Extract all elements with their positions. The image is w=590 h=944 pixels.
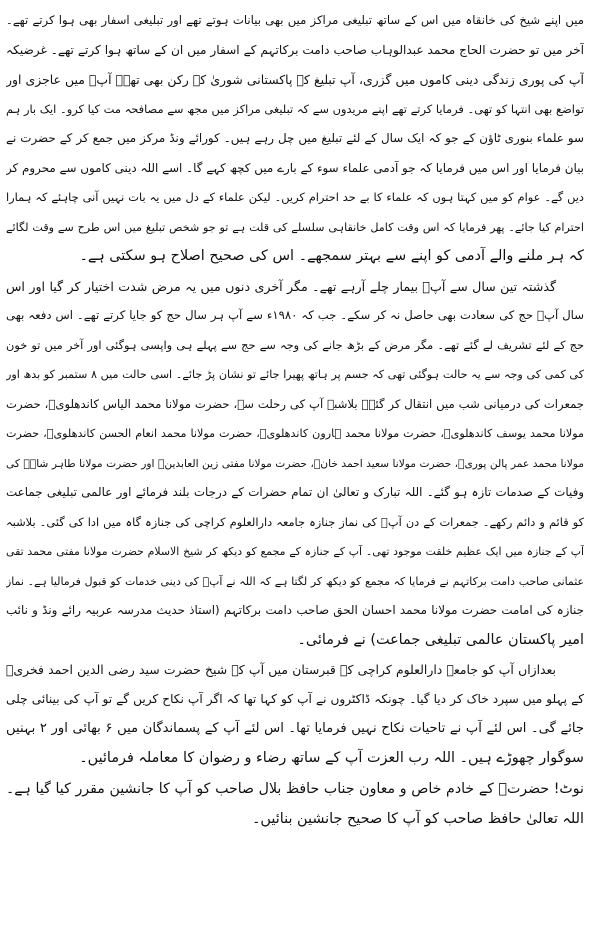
text-line: جائے گی۔ اس لئے آپ نے تاحیات نکاح نہیں فرمایا تھا۔ اس لئے آپ کے پسماندگان میں ۶ بھائی اور ۲ بہنیں (6, 721, 584, 736)
text-line: سو علماء بنوری ٹاؤن کے جو کہ ایک سال کے لئے تبلیغ میں چل رہے ہیں۔ کورائے ونڈ مرکز میں جمع کر کے حضرت نے (6, 131, 584, 145)
text-line: آپ کے جنازہ میں ایک عظیم خلقت موجود تھی۔ آپ کے جنازہ کے مجمع کو دیکھ کر شیخ الاسلام حضرت مولانا مفتی محمد تقی (6, 545, 584, 558)
text-line: تواضع بھی انتہا کو تھی۔ فرمایا کرتے تھے اپنے مریدوں سے کہ تبلیغی مراکز میں مجھ سے مصافحہ مت کیا کرو۔ ایک بار ہم (6, 101, 584, 116)
text-line: دیں گے۔ عوام کو میں کہتا ہوں کہ علماء کا بے حد احترام کریں۔ لیکن علماء کے دل میں یہ بات نہیں آنی چاہئے کہ ہمارا (6, 190, 584, 204)
text-line: جمعرات کی درمیانی شب میں انتقال کر گئے۔ بلاشبہ آپ کی رحلت سے، حضرت مولانا محمد الیاس کاندھلویؒ، حضرت (6, 396, 584, 411)
text-line: آخر میں تو حضرت الحاج محمد عبدالوہاب صاحب دامت برکاتہم کے اسفار میں ان کے ساتھ ہوا کرتے تھے۔ غرضیکہ (6, 42, 584, 57)
text-line: بعدازاں آپ کو جامعہ دارالعلوم کراچی کے قبرستان میں آپ کے شیخ حضرت سید رضی الدین احمد فخریؒ (6, 662, 556, 677)
text-line: جنازہ کی امامت حضرت مولانا محمد احسان الحق صاحب دامت برکاتہم (استاذ حدیث مدرسہ عربیہ رائے ونڈ و نائب (6, 603, 584, 617)
text-line: بیان فرمایا اور اس میں فرمایا کہ جو آدمی علماء سوء کے بارے میں کچھ کہے گا۔ اسے اللہ دینی کاموں سے محروم کر (6, 160, 584, 175)
text-line: گذشتہ تین سال سے آپؒ بیمار چلے آرہے تھے۔ مگر آخری دنوں میں یہ مرض شدت اختیار کر گیا اور اس (6, 278, 556, 294)
text-line: اللہ تعالیٰ حافظ صاحب کو آپ کا صحیح جانشین بنائیں۔ (251, 810, 584, 827)
text-line: کہ ہر ملنے والے آدمی کو اپنے سے بہتر سمجھے۔ اس کی صحیح اصلاح ہو سکتی ہے۔ (79, 248, 584, 264)
text-line: سال آپؒ حج کی سعادت بھی حاصل نہ کر سکے۔ جب کہ ۱۹۸۰ء سے آپ ہر سال حج کو جایا کرتے تھے۔ اس دفعہ بھی (6, 308, 584, 322)
note-paragraph (6, 775, 584, 834)
text-line: سوگوار چھوڑے ہیں۔ اللہ رب العزت آپ کے ساتھ رضاء و رضوان کا معاملہ فرمائیں۔ (79, 749, 584, 766)
text-line: کو قائم و دائم رکھے۔ جمعرات کے دن آپؒ کی نماز جنازہ جامعہ دارالعلوم کراچی کی جنازہ گاہ میں ادا کی گئی۔ بلاشبہ (6, 514, 584, 529)
text-line: کی کمی کی وجہ سے یہ حالت ہوگئی تھی کہ جسم پر ہاتھ پھیرا جائے تو نشان پڑ جائے۔ اسی حالت میں ۸ ستمبر کو بدھ اور (6, 368, 584, 381)
text-line: عثمانی صاحب دامت برکاتہم نے فرمایا کہ مجمع کو دیکھ کر لگتا ہے کہ اللہ نے آپؒ کی دینی خدمات کو قبول فرمالیا ہے۔ نماز (6, 574, 584, 588)
text-line: وفیات کے صدمات تازہ ہو گئے۔ اللہ تبارک و تعالیٰ ان تمام حضرات کے درجات بلند فرمائے اور عالمی تبلیغی جماعت (6, 485, 584, 499)
text-line: کے پہلو میں سپرد خاک کر دیا گیا۔ چونکہ ڈاکٹروں نے آپ کو کہا تھا کہ اگر آپ نکاح کریں گے تو آپ کی بینائی چلی (6, 691, 584, 706)
text-line: مولانا محمد عمر پالن پوریؒ، حضرت مولانا سعید احمد خانؒ، حضرت مولانا مفتی زین العابدینؒ اور حضرت مولانا طاہر شاہؒ کی (6, 456, 584, 470)
text-line: میں اپنے شیخ کی خانقاہ میں اس کے ساتھ تبلیغی مراکز میں بھی بیانات ہوتے تھے اور تبلیغی اسفار بھی ہوا کرتے تھے۔ (6, 13, 584, 27)
paragraph (6, 6, 584, 272)
text-line: احترام کیا جائے۔ پھر فرمایا کہ اس وقت کامل خانقاہی سلسلے کی قلت ہے تو جو شخص تبلیغ میں اس طرح سے وقت لگائے (6, 220, 584, 234)
text-line: مولانا محمد یوسف کاندھلویؒ، حضرت مولانا محمد ہارون کاندھلویؒ، حضرت مولانا محمد انعام الحسن کاندھلویؒ، حضرت (6, 427, 584, 440)
text-line: امیر پاکستان عالمی تبلیغی جماعت) نے فرمائی۔ (297, 631, 584, 648)
paragraph (6, 272, 584, 656)
text-line: آپ کی پوری زندگی دینی کاموں میں گزری، آپ تبلیغ کے پاکستانی شوریٰ کے رکن بھی تھے۔ آپؒ میں عاجزی اور (6, 72, 584, 87)
text-line: حج کے لئے تشریف لے گئے تھے۔ مگر مرض کے بڑھ جانے کی وجہ سے حج سے پہلے ہی واپسی ہوگئی اور آخر میں تو خون (6, 337, 584, 352)
paragraph (6, 655, 584, 773)
text-line: نوٹ! حضرتؒ کے خادم خاص و معاون جناب حافظ بلال صاحب کو آپ کا جانشین مقرر کیا گیا ہے۔ (6, 781, 584, 797)
